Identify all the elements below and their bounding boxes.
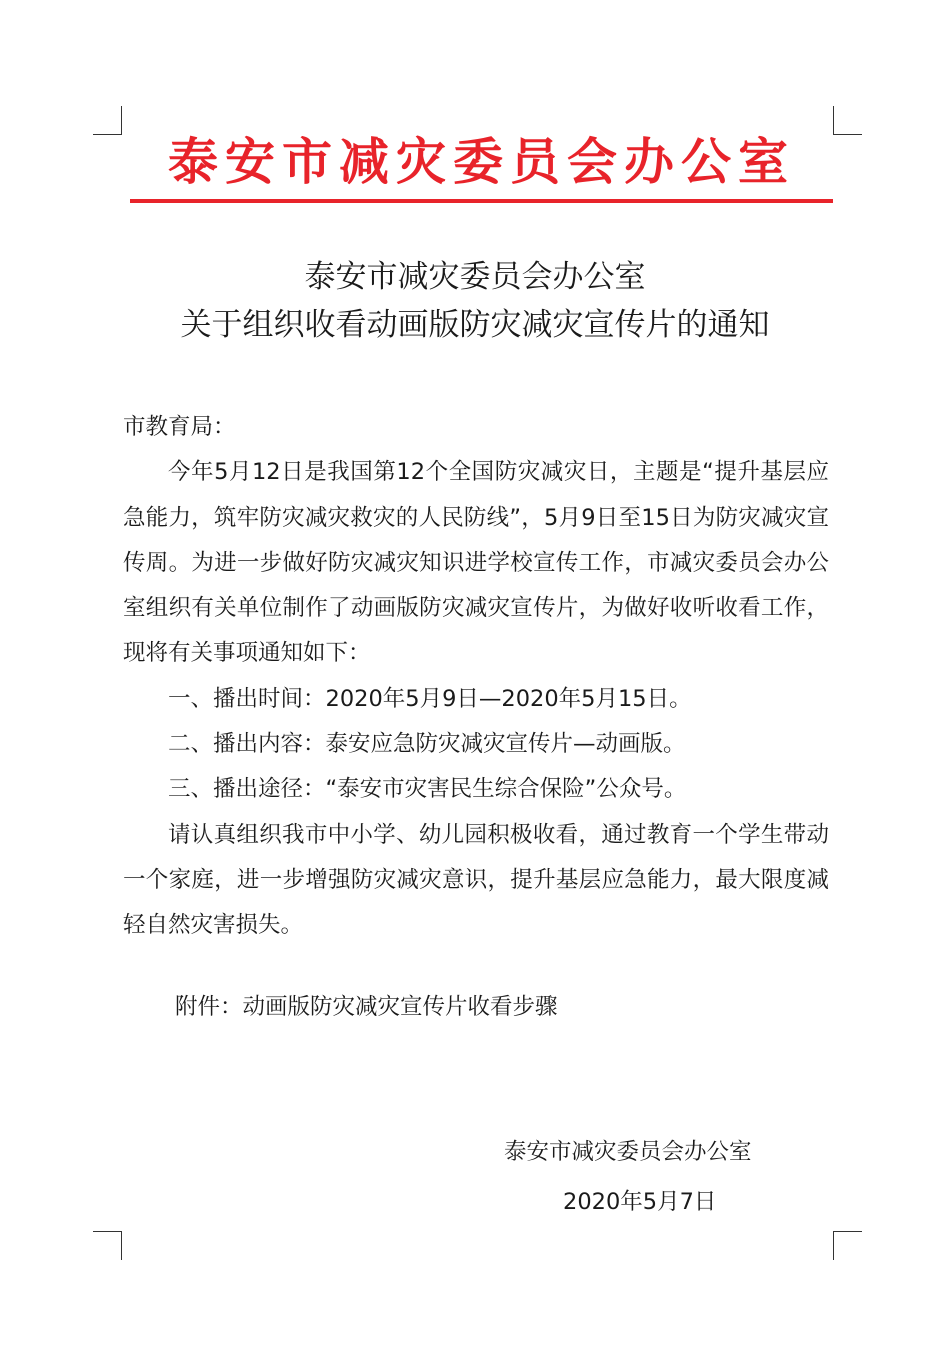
body-paragraph-2: 请认真组织我市中小学、幼儿园积极收看，通过教育一个学生带动一个家庭，进一步增强防灾减灾意识，提升基层应急能力，最大限度减轻自然灾害损失。 [123,821,829,939]
signature-organization: 泰安市减灾委员会办公室 [504,1139,752,1165]
document-body [123,405,829,949]
crop-mark-top-right [833,106,862,135]
list-item-broadcast-time: 一、播出时间：2020年5月9日—2020年5月15日。 [168,685,692,712]
document-title-line-1: 泰安市减灾委员会办公室 [304,259,646,295]
red-masthead-rule [130,199,833,203]
document-title-line-2: 关于组织收看动画版防灾减灾宣传片的通知 [180,307,770,343]
red-masthead-title: 泰安市减灾委员会办公室 [168,133,795,191]
attachment-note: 附件：动画版防灾减灾宣传片收看步骤 [175,994,558,1020]
crop-mark-bottom-left [93,1231,122,1260]
list-item-broadcast-channel: 三、播出途径：“泰安市灾害民生综合保险”公众号。 [168,776,687,803]
crop-mark-top-left [93,106,122,135]
signature-date: 2020年5月7日 [563,1189,717,1215]
body-paragraph-1: 今年5月12日是我国第12个全国防灾减灾日，主题是“提升基层应急能力，筑牢防灾减灾救灾的人民防线”，5月9日至15日为防灾减灾宣传周。为进一步做好防灾减灾知识进学校宣传工作，市减灾委员会办公室组织有关单位制作了动画版防灾减灾宣传片，为做好收听收看工作，现将有关事项通知如下： [123,459,829,667]
crop-mark-bottom-right [833,1231,862,1260]
list-item-broadcast-content: 二、播出内容：泰安应急防灾减灾宣传片—动画版。 [168,731,686,758]
addressee: 市教育局： [123,414,236,440]
document-title [90,253,860,349]
